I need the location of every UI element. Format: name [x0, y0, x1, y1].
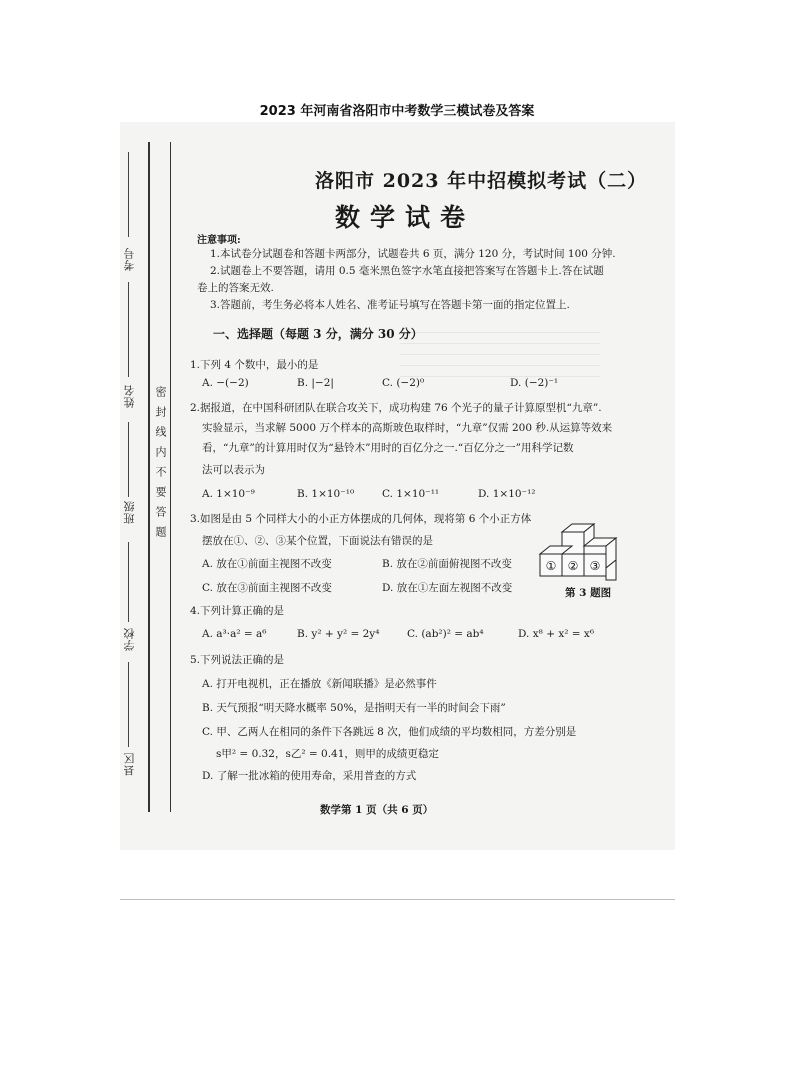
q5-option-c-cont: s甲² = 0.32，s乙² = 0.41，则甲的成绩更稳定: [216, 748, 439, 760]
section-heading: 一、选择题（每题 3 分，满分 30 分）: [213, 327, 423, 341]
page-footer: 数学第 1 页（共 6 页）: [320, 804, 434, 816]
q3-option-b: B. 放在②前面俯视图不改变: [382, 558, 512, 570]
q5-stem: 5.下列说法正确的是: [190, 654, 285, 666]
q2-option-d: D. 1×10⁻¹²: [478, 488, 536, 500]
name-blank: [128, 282, 129, 377]
q4-option-a: A. a³·a² = a⁶: [202, 628, 267, 640]
q2-option-b: B. 1×10⁻¹⁰: [297, 488, 355, 500]
notice-item: 3.答题前，考生务必将本人姓名、准考证号填写在答题卡第一面的指定位置上.: [210, 299, 570, 311]
q5-option-d: D. 了解一批冰箱的使用寿命，采用普查的方式: [202, 770, 417, 782]
exam-subtitle: 数学试卷: [335, 203, 476, 232]
q2-option-c: C. 1×10⁻¹¹: [382, 488, 440, 500]
q3-option-d: D. 放在①左面左视图不改变: [382, 582, 513, 594]
bleed-through-artifact: [400, 322, 600, 382]
seal-line-notice: 密封线内不要答题: [154, 386, 167, 546]
school-label: 学校: [123, 627, 136, 651]
q5-option-c: C. 甲、乙两人在相同的条件下各跳远 8 次，他们成绩的平均数相同，方差分别是: [202, 726, 577, 738]
exam-title: 洛阳市 2023 年中招模拟考试（二）: [315, 170, 648, 192]
q4-stem: 4.下列计算正确的是: [190, 605, 285, 617]
q5-option-a: A. 打开电视机，正在播放《新闻联播》是必然事件: [202, 678, 437, 690]
q4-option-c: C. (ab²)² = ab⁴: [407, 628, 484, 640]
exam-no-label: 考号: [123, 247, 136, 271]
q1-option-a: A. −(−2): [202, 377, 249, 389]
notice-item: 卷上的答案无效.: [197, 282, 274, 294]
cube-label-2: ②: [567, 559, 579, 573]
q2-stem-line: 2.据报道，在中国科研团队在联合攻关下，成功构建 76 个光子的量子计算原型机“九章”.: [190, 402, 602, 414]
cube-label-1: ①: [545, 559, 557, 573]
notice-heading: 注意事项:: [197, 235, 241, 246]
q5-option-b: B. 天气预报“明天降水概率 50%，是指明天有一半的时间会下雨”: [202, 702, 506, 714]
binding-line-inner: [170, 142, 171, 812]
exam-no-blank: [128, 152, 129, 237]
q1-option-c: C. (−2)⁰: [382, 377, 425, 389]
q3-stem-line: 摆放在①、②、③某个位置，下面说法有错误的是: [202, 535, 433, 547]
q2-option-a: A. 1×10⁻⁹: [202, 488, 255, 500]
q3-option-a: A. 放在①前面主视图不改变: [202, 558, 332, 570]
class-label: 班级: [123, 500, 136, 524]
district-blank: [128, 662, 129, 747]
class-blank: [128, 422, 129, 497]
q4-option-b: B. y² + y² = 2y⁴: [297, 628, 380, 640]
school-blank: [128, 542, 129, 622]
q3-figure-caption: 第 3 题图: [565, 587, 612, 599]
district-label: 县区: [123, 752, 136, 776]
q3-option-c: C. 放在③前面主视图不改变: [202, 582, 332, 594]
q1-option-b: B. |−2|: [297, 377, 334, 389]
q2-stem-line: 看，“九章”的计算用时仅为“悬铃木”用时的百亿分之一.“百亿分之一”用科学记数: [202, 442, 574, 454]
q1-option-d: D. (−2)⁻¹: [510, 377, 559, 389]
cube-stack-figure: [538, 522, 622, 582]
scanned-exam-page: [120, 122, 675, 850]
q2-stem-line: 实验显示，当求解 5000 万个样本的高斯玻色取样时，“九章”仅需 200 秒.从运算等效来: [202, 422, 613, 434]
q1-stem: 1.下列 4 个数中，最小的是: [190, 359, 319, 371]
page-divider: [120, 899, 675, 900]
q4-option-d: D. x⁸ + x² = x⁶: [518, 628, 595, 640]
binding-line-outer: [148, 142, 150, 812]
cube-label-3: ③: [589, 559, 601, 573]
name-label: 姓名: [123, 384, 136, 408]
q3-stem-line: 3.如图是由 5 个同样大小的小正方体摆成的几何体，现将第 6 个小正方体: [190, 513, 532, 525]
notice-item: 2.试题卷上不要答题，请用 0.5 毫米黑色签字水笔直接把答案写在答题卡上.答在试题: [210, 265, 604, 277]
q2-stem-line: 法可以表示为: [202, 464, 265, 476]
document-title: 2023 年河南省洛阳市中考数学三模试卷及答案: [259, 104, 535, 119]
notice-item: 1.本试卷分试题卷和答题卡两部分，试题卷共 6 页，满分 120 分，考试时间 100 分钟.: [210, 248, 616, 260]
